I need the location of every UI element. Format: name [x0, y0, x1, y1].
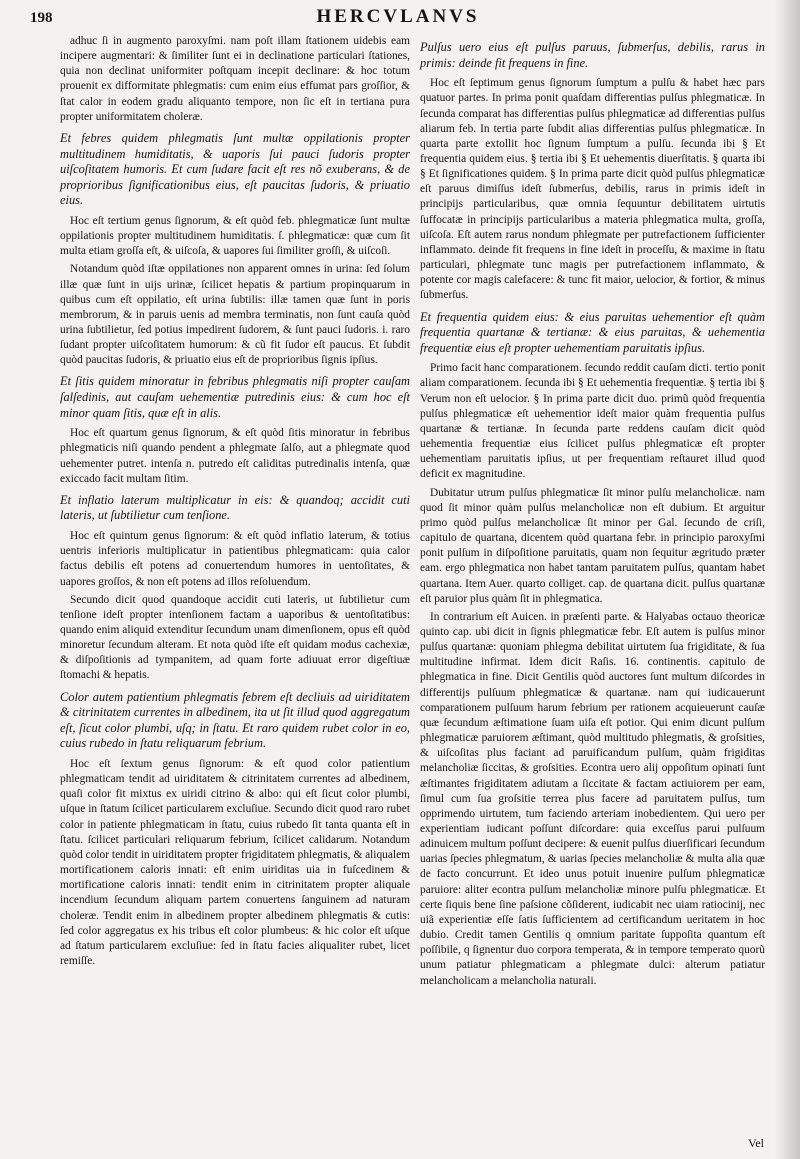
commentary-paragraph: Primo facit hanc comparationem. ſecundo reddit cauſam dicti. tertio ponit aliam comparationem. ſecunda ibi § Et uehementia frequentiæ. § tertia ibi § Verum non eſt uelocior. § In prima parte dicit duo. primũ quòd frequentia pulſus phlegmaticæ eſt uehementior ideſt maior quàm frequentia pulſus quartanæ & tertianæ. In ſecunda parte reddens cauſam dicit quòd uehementia frequentiæ eius ſcilicet pulſus phlegmaticæ eſt propter uehementiam paruitatis ipſius, ut per frequentiam reſtauret illud quod deficit ex magnitudine.: [420, 362, 765, 481]
commentary-paragraph: Secundo dicit quod quandoque accidit cuti lateris, ut ſubtilietur cum tenſione ideſt propter intenſionem factam a uaporibus & uentoſitatibus: quando enim aliquid extenditur ſecundum unam dimenſionem, opus eſt quòd minoretur ſecundum alteram. Et nota quòd iſte eſt quidam modus cachexiæ, & diſpoſitionis ad tympanitem, ad quam forte adiuuat error digeſtiuæ ſtomachi & hepatis.: [60, 593, 410, 682]
lemma-paragraph: Et frequentia quidem eius: & eius paruitas uehementior eſt quàm frequentia quartanæ & tertianæ: & eius paruitas, & uehementia frequentiæ eius eſt propter uehementiam paruitatis ipſius.: [420, 309, 765, 355]
right-column: [420, 34, 765, 992]
page-header: [30, 4, 766, 34]
commentary-paragraph: Hoc eſt quartum genus ſignorum, & eſt quòd ſitis minoratur in febribus phlegmaticis niſi quando pendent a phlegmate ſalſo, aut a phlegmate quod uehementer putret. intenſa n. putredo eſt caliditas putredinalis intenſa, quæ exiccado facit multam ſitim.: [60, 427, 410, 485]
lemma-paragraph: Color autem patientium phlegmatis febrem eſt decliuis ad uiriditatem & citrinitatem currentes in albedinem, ita ut ſit illud quod aggregatum eſt, ſicut color plumbi, uſq; in ſtatu. Et raro quidem rubet color in eo, cuius rubedo in ſtatu reliquarum febrium.: [60, 689, 410, 751]
commentary-paragraph: Hoc eſt quintum genus ſignorum: & eſt quòd inflatio laterum, & totius uentris inferioris multiplicatur in patientibus phlegmaticam: quia calor factus debilis eſt potens ad conuertendum humores in uentoſitates, & uapores groſſos, & non eſt potens ad illos reſoluendum.: [60, 530, 410, 588]
left-column: [60, 34, 410, 972]
commentary-paragraph: Dubitatur utrum pulſus phlegmaticæ ſit minor pulſu melancholicæ. nam quod ſit minor quàm pulſus melancholicæ non eſt dubium. Et arguitur primo quòd pulſus melancholicæ ſit minor per Gal. ſecundo de criſi, capitulo de quartana, dicentem quòd quartana febr. in principio paroxyſmi ponit pulſum in diſpoſitione paruitatis, quam non ſequitur ægritudo præter eam. ergo phlegmatica non habet tantam paruitatem pulſus, quantam habet quartana. Item Auer. quarto colliget. cap. de quartana dicit. pulſus quartanæ eſt paruior plus quàm ſit in phlegmatica.: [420, 486, 765, 605]
lemma-paragraph: Et febres quidem phlegmatis ſunt multæ oppilationis propter multitudinem humiditatis, & uaporis ſui pauci ſudoris propter uiſcoſitatem humoris. Et cum ſudare facit eſt res nõ exuberans, & de proprioribus ſignificationibus eius, eſt paucitas ſudoris, & priuatio eius.: [60, 130, 410, 208]
commentary-paragraph: Hoc eſt ſextum genus ſignorum: & eſt quod color patientium phlegmaticam tendit ad uiriditatem & citrinitatem currentes ad albedinem, quaſi color fit mixtus ex uiridi citrino & albo: qui eſt ſicut color plumbi, uſque in ſtatum ſcilicet particularem excluſiue. Secundo dicit quod raro rubet color in patiente phlegmaticam in ſtatu, cuius rubedo ſit tanta quanta eſt in ſtatu. ſcilicet particulari reliquarum febrium, ſcilicet calidarum. Notandum quòd color tendit in uiriditatem propter frigiditatem phlegmatis, & aliqualem mortificationem caloris innati: eſt enim uiriditas uia in fuſcedinem & mortificatione caloris innati: tendit enim in citrinitatem propter aliquale incendium ſecundum aliquam partem conuertens ſanguinem ad naturam choleræ. Tendit enim in albedinem propter albedinem phlegmatis & cutis: ſed color aggregatus ex his tribus eſt color plumbeus: & hic color eſt uſque ad ſtatum particularem excluſiue: ſed in ſtatu facies aliqualiter rubet, licet remiſſe.: [60, 758, 410, 968]
commentary-paragraph: Hoc eſt tertium genus ſignorum, & eſt quòd feb. phlegmaticæ ſunt multæ oppilationis propter multitudinem humiditatis. ſ. phlegmaticæ: quæ cum ſit multa etiam groſſa eſt, & uiſcoſa, & uapores ſui ſimiliter groſſi, & uiſcoſi.: [60, 214, 410, 258]
lemma-paragraph: Et inflatio laterum multiplicatur in eis: & quandoq; accidit cuti lateris, ut ſubtilietur cum tenſione.: [60, 492, 410, 523]
commentary-paragraph: In contrarium eſt Auicen. in præſenti parte. & Halyabas octauo theoricæ quinto cap. ubi dicit in ſignis phlegmaticæ febr. Eſt autem is pulſus minor pulſus quartanæ: quoniam phlegma debilitat uirtutem ſua frigiditate, & ſua multitudine infirmat. Idem dicit Raſis. 16. continentis. capitulo de phlegmatica in fine. Dicit Gentilis quòd auctores ſunt multum diſcordes in differentijs pulſuum phlegmaticæ & quartanæ. nam qui iudicauerunt comparationem pulſuum harum febrium per rationem acquieuerunt cauſæ quæ ſecundum æſtimatione ſuam uiſa eſt potior. Qui enim dicunt pulſum phlegmaticæ paruiorem æſtimant, quòd multitudo phlegmatis, & groſsities, & uiſcoſitas plus faciant ad paruificandum pulſum, quàm frigiditas melancholiæ ſiccitas, & groſsities. Econtra uero alij oppoſitum opinati ſunt æſtimantes frigiditatem adiutam a ſiccitate & factam actiuiorem per eam, ſimul cum ſua groſsitie terrea plus facere ad paruitatem pulſus, tum opprimendo uirtutem, tum faciendo arteriam inobedientem. Qui uero per experientiam iudicant poſſunt diſcordare: quia exceſſus parui pulſuum adinuicem multum poſſunt decipere: & euenit pulſus diuerſificari ſecundum uarias ſpecies phlegmatum, & uarias ſpecies melancholiæ & multa alia quæ de facto concurrunt. Et ideo unus potuit inuenire pulſum phlegmaticæ paruiore: aliter econtra pulſum melancholiæ minore pulſu phlegmaticæ. Et certe ſiquis bene ſine paſsione cõſiderent, iudicabit nec uiam ratiocinij, nec uiã experientiæ eſſe ſatis ſufficientem ad certificandum ueritatem in hoc dubio. Credit tamen Gentilis q omnium paritate ſuppoſita quantum eſt poſſibile, q ſignentur duo corpora temperata, & in tempore temperato quorũ unum patiatur phlegmaticam a phlegmate dulci: alterum patiatur melancholicam a melancholia naturali.: [420, 610, 765, 987]
lemma-paragraph: Pulſus uero eius eſt pulſus paruus, ſubmerſus, debilis, rarus in primis: deinde fit frequens in fine.: [420, 40, 765, 70]
commentary-paragraph: Hoc eſt ſeptimum genus ſignorum ſumptum a pulſu & habet hæc pars quatuor partes. In prima ponit quaſdam differentias pulſus phlegmaticæ. In ſecunda comparat has differentias pulſus phlegmaticæ ad differentias pulſus aliarum feb. In tertia parte ſubdit alias differentias pulſus phlegmaticæ. In quarta parte extollit hoc ſignum ſumptum a pulſu. ſecunda ibi § Et frequentia quidem eius. § tertia ibi § Et uehementis diuerſitatis. § quarta ibi § Et ſignificationes quidem. § In prima parte dicit quòd pulſus phlegmaticæ eſt paruus dimiſſus ideſt ſubmerſus, debilis, rarus in primis ideſt in principijs particularibus, quæ omnia ſequuntur debilitatem uirtutis ſuffocatæ in principijs particularibus a materia phlegmatica multa, groſſa, uiſcoſa. Eſt autem rarus nondum phlegmate per putrefactionem ſufficienter inflammato. deinde fit frequens in fine ideſt in proceſſu, & maxime in ſtatu particulari, phlegmate tunc magis per putrefactionem inflammato, & potente cor magis calefacere: & tunc fit maior, uelocior, & fortior, & minus ſubmerſus.: [420, 77, 765, 302]
commentary-paragraph: Notandum quòd iſtæ oppilationes non apparent omnes in urina: ſed ſolum illæ quæ ſunt in uijs urinæ, ſcilicet hepatis & partium propinquarum in quibus cum eſt oppilatio, eſt urina ſubtilis: illæ tamen quæ ſunt in poris membrorum, & in paruis uenis ad membra terminatis, non ſunt cauſa quòd urina ſubtilietur, ſed potius impedirent ſudorem, & ſunt pauci ſudoris. i. raro ſudant propter uiſcoſitatem humorum: & cũ fit ſudor eſt paucus. Et ſubdit quòd paucitas ſudoris, & priuatio eius eſt de proprioribus ſignis ipſius.: [60, 263, 410, 367]
running-head: HERCVLANVS: [316, 6, 480, 27]
lemma-paragraph: Et ſitis quidem minoratur in febribus phlegmatis niſi propter cauſam ſalſedinis, aut cauſam uehementiæ putredinis eius: & cum hoc eſt minor quam ſitis, quæ eſt in alis.: [60, 374, 410, 420]
commentary-paragraph: adhuc ſi in augmento paroxyſmi. nam poſt illam ſtationem uidebis eam incipere augmentari: & ſimiliter ſunt ei in declinatione particulari ſtationes, quia non declinat uniformiter poſtquam incepit declinare: & hoc totum prouenit ex difformitate phlegmatis: cum enim eius effumat pars groſſior, & ſtat calor in eodem gradu aliquanto tempore, non ſic eſt in tertiana pura propter uniformitatem choleræ.: [60, 35, 410, 123]
catchword: Vel: [748, 1136, 764, 1150]
page-number: 198: [30, 10, 53, 26]
